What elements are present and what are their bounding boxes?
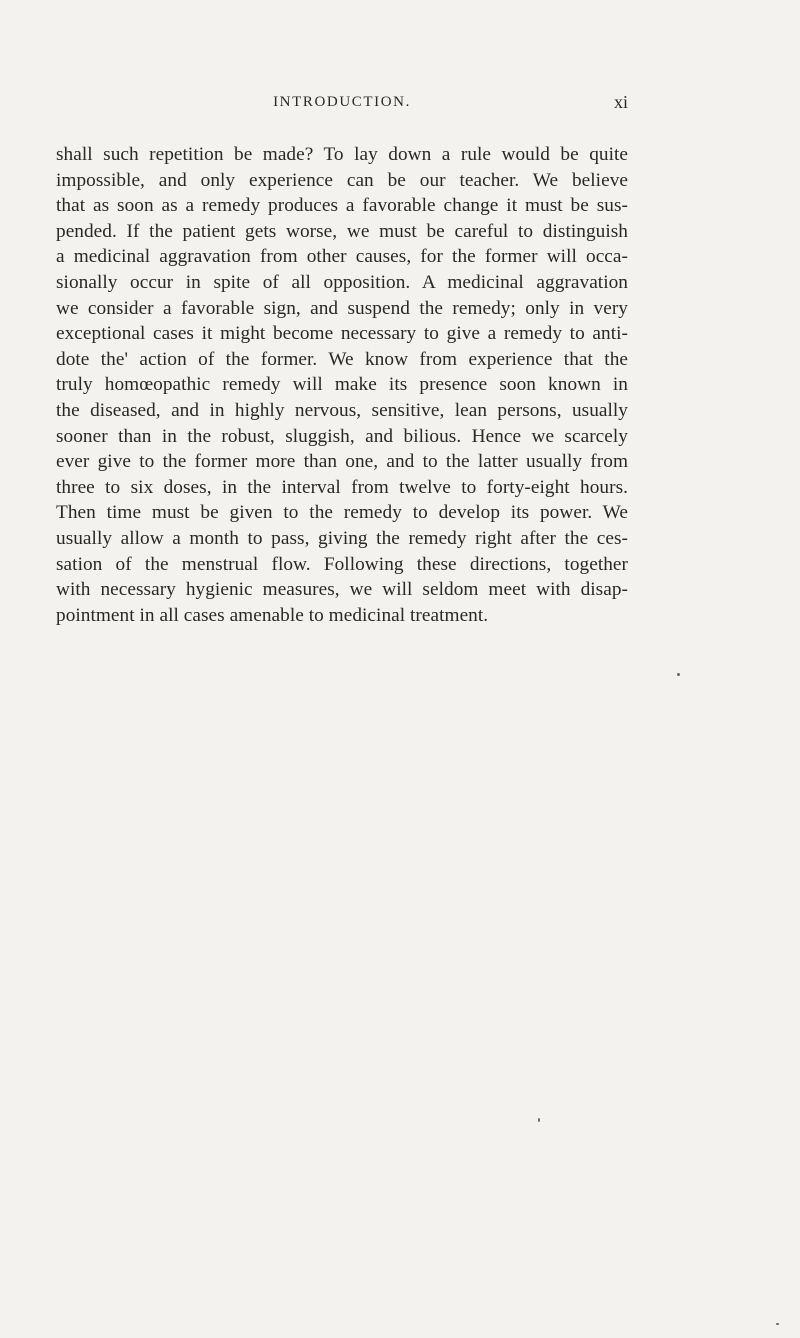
text-line: truly homœopathic remedy will make its presence soon known in [56, 374, 628, 396]
text-line: a medicinal aggravation from other causes, for the former will occa- [56, 246, 628, 268]
text-line: usually allow a month to pass, giving the remedy right after the ces- [56, 527, 628, 549]
text-line: sooner than in the robust, sluggish, and bilious. Hence we scarcely [56, 425, 628, 447]
text-line: that as soon as a remedy produces a favorable change it must be sus- [56, 195, 628, 217]
text-line: shall such repetition be made? To lay down a rule would be quite [56, 144, 628, 165]
text-line: sionally occur in spite of all opposition. A medicinal aggravation [56, 271, 628, 293]
ink-speck [776, 1323, 779, 1325]
text-line: the diseased, and in highly nervous, sensitive, lean persons, usually [56, 399, 628, 421]
text-line: sation of the menstrual flow. Following these directions, together [56, 553, 628, 575]
body-paragraph [56, 142, 628, 628]
running-title: INTRODUCTION. [273, 94, 411, 110]
text-line: three to six doses, in the interval from twelve to forty-eight hours. [56, 476, 628, 498]
ink-speck [677, 673, 680, 676]
text-line: Then time must be given to the remedy to develop its power. We [56, 502, 628, 524]
text-line: impossible, and only experience can be our teacher. We believe [56, 169, 628, 191]
text-line: dote the' action of the former. We know from experience that the [56, 348, 628, 370]
text-line: pointment in all cases amenable to medicinal treatment. [56, 604, 489, 626]
text-line: exceptional cases it might become necessary to give a remedy to anti- [56, 323, 628, 345]
text-line: we consider a favorable sign, and suspend the remedy; only in very [56, 297, 628, 319]
text-line: ever give to the former more than one, and to the latter usually from [56, 451, 628, 473]
text-line: with necessary hygienic measures, we will seldom meet with disap- [56, 579, 628, 601]
running-head [56, 90, 628, 114]
text-line: pended. If the patient gets worse, we must be careful to distinguish [56, 220, 628, 242]
ink-speck [538, 1118, 540, 1122]
page-number: xi [613, 92, 628, 112]
